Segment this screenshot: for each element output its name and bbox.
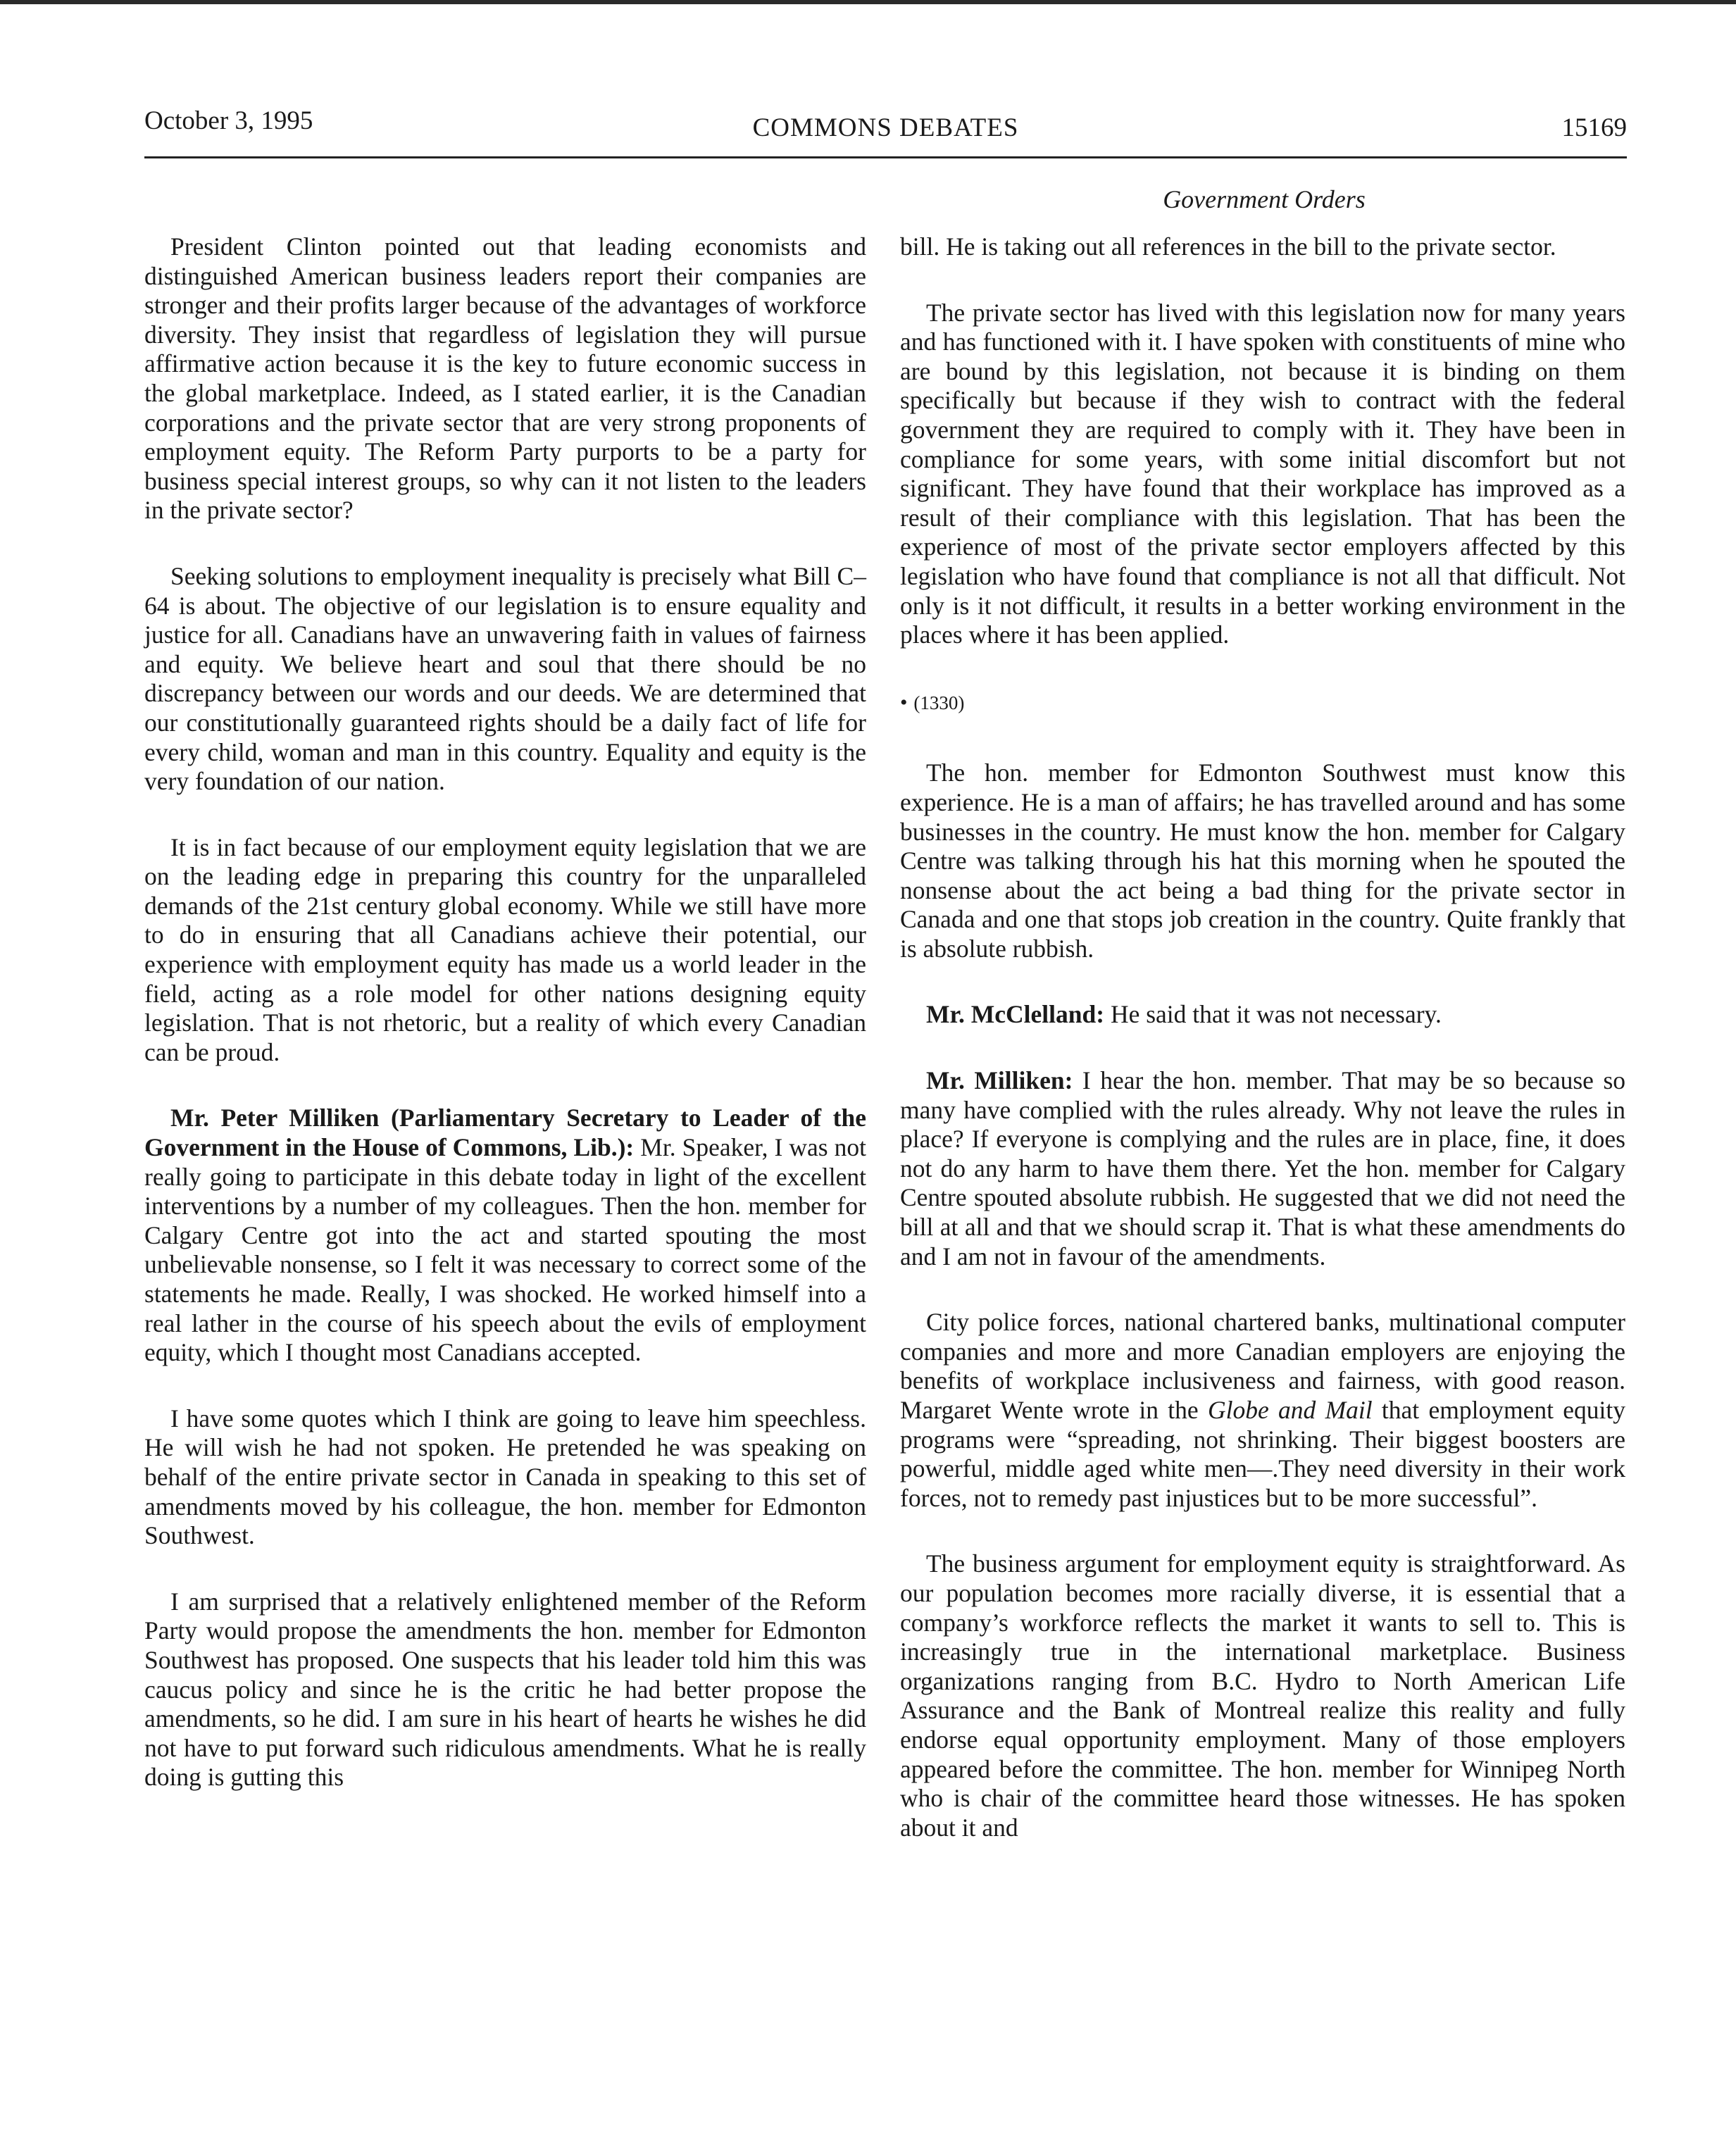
speaker-name: Mr. McClelland:	[926, 1000, 1105, 1029]
left-column	[144, 232, 866, 1829]
paragraph: It is in fact because of our employment equity legislation that we are on the leading edge in preparing this country for the unparalleled demands of the 21st century global economy. While we still have more to do in ensuring that all Canadians achieve their potential, our experience with employment equity has made us a world leader in the field, acting as a role model for other nations designing equity legislation. That is not rhetoric, but a reality of which every Canadian can be proud.	[144, 832, 866, 1066]
publication-title: Globe and Mail	[1207, 1396, 1373, 1424]
speech-text: He said that it was not necessary.	[1104, 1000, 1442, 1029]
page-header	[144, 106, 1627, 148]
paragraph: The private sector has lived with this legislation now for many years and has functioned with it. I have spoken with constituents of mine who are bound by this legislation, not because it is binding on them specifically but because if they wish to contract with the federal government they are required to comply with it. They have been in compliance for some years, with some initial discomfort but not significant. They have found that their workplace has improved as a result of their compliance with this legislation. That has been the experience of most of the private sector employers affected by this legislation who have found that compliance is not all that difficult. Not only is it not difficult, it results in a better working environment in the places where it has been applied.	[900, 298, 1625, 649]
header-page-number: 15169	[1561, 113, 1627, 142]
time-code: (1330)	[913, 692, 965, 713]
right-column	[900, 232, 1625, 1879]
paragraph: I have some quotes which I think are going to leave him speechless. He will wish he had not spoken. He pretended he was speaking on behalf of the entire private sector in Canada in speaking to this set of amendments moved by his colleague, the hon. member for Edmonton Southwest.	[144, 1404, 866, 1550]
paragraph	[900, 1308, 1625, 1513]
bullet-icon: •	[900, 690, 908, 714]
page-top-border	[0, 0, 1736, 4]
speech-paragraph	[900, 1066, 1625, 1271]
time-marker	[900, 687, 1625, 718]
speech-paragraph	[900, 1000, 1625, 1030]
speech-paragraph	[144, 1104, 866, 1367]
paragraph: I am surprised that a relatively enlightened member of the Reform Party would propose the amendments the hon. member for Edmonton Southwest has proposed. One suspects that his leader told him this was caucus policy and since he is the critic he had better propose the amendments, so he did. I am sure in his heart of hearts he wishes he did not have to put forward such ridiculous amendments. What he is really doing is gutting this	[144, 1587, 866, 1792]
header-title: COMMONS DEBATES	[752, 113, 1019, 142]
speaker-name: Mr. Peter Milliken (Parliamentary Secretary to Leader of the Government in the House of Commons, Lib.):	[144, 1104, 866, 1162]
speaker-name: Mr. Milliken:	[926, 1066, 1073, 1095]
section-title: Government Orders	[1163, 185, 1366, 213]
paragraph: The hon. member for Edmonton Southwest must know this experience. He is a man of affairs; he has travelled around and has some businesses in the country. He must know the hon. member for Calgary Centre was talking through his hat this morning when he spouted the nonsense about the act being a bad thing for the private sector in Canada and one that stops job creation in the country. Quite frankly that is absolute rubbish.	[900, 758, 1625, 963]
paragraph-continued: bill. He is taking out all references in the bill to the private sector.	[900, 232, 1556, 261]
paragraph: The business argument for employment equity is straightforward. As our population becomes more racially diverse, it is essential that a company’s workforce reflects the market it wants to sell to. This is increasingly true in the international marketplace. Business organizations ranging from B.C. Hydro to North American Life Assurance and the Bank of Montreal realize this reality and fully endorse equal opportunity employment. Many of those employers appeared before the committee. The hon. member for Winnipeg North who is chair of the committee heard those witnesses. He has spoken about it and	[900, 1549, 1625, 1842]
header-rule	[144, 156, 1627, 158]
paragraph: President Clinton pointed out that leading economists and distinguished American business leaders report their companies are stronger and their profits larger because of the advantages of workforce diversity. They insist that regardless of legislation they will pursue affirmative action because it is the key to future economic success in the global marketplace. Indeed, as I stated earlier, it is the Canadian corporations and the private sector that are very strong proponents of employment equity. The Reform Party purports to be a party for business special interest groups, so why can it not listen to the leaders in the private sector?	[144, 232, 866, 525]
speech-text: I hear the hon. member. That may be so because so many have complied with the rules already. Why not leave the rules in place? If everyone is complying and the rules are in place, fine, it does not do any harm to have them there. Yet the hon. member for Calgary Centre spouted absolute rubbish. He suggested that we did not need the bill at all and that we should scrap it. That is what these amendments do and I am not in favour of the amendments.	[900, 1066, 1626, 1270]
text-run: City police forces, national chartered banks, multinational computer companies and more and more Canadian employers are enjoying the benefits of workplace inclusiveness and fairness, with good reason. Margaret Wente wrote in the	[900, 1308, 1625, 1424]
paragraph: Seeking solutions to employment inequality is precisely what Bill C–64 is about. The objective of our legislation is to ensure equality and justice for all. Canadians have an unwavering faith in values of fairness and equity. We believe heart and soul that there should be no discrepancy between our words and our deeds. We are determined that our constitutionally guaranteed rights should be a daily fact of life for every child, woman and man in this country. Equality and equity is the very foundation of our nation.	[144, 561, 866, 796]
header-date: October 3, 1995	[144, 106, 313, 135]
speech-text: Mr. Speaker, I was not really going to participate in this debate today in light of the excellent interventions by a number of my colleagues. Then the hon. member for Calgary Centre got into the act and started spouting the most unbelievable nonsense, so I felt it was necessary to correct some of the statements he made. Really, I was shocked. He worked himself into a real lather in the course of his speech about the evils of employment equity, which I thought most Canadians accepted.	[144, 1133, 866, 1367]
text-run: that employment equity programs were “spreading, not shrinking. Their biggest boosters are powerful, middle aged white men—.They need diversity in their work forces, not to remedy past injustices but to be more successful”.	[900, 1396, 1625, 1512]
